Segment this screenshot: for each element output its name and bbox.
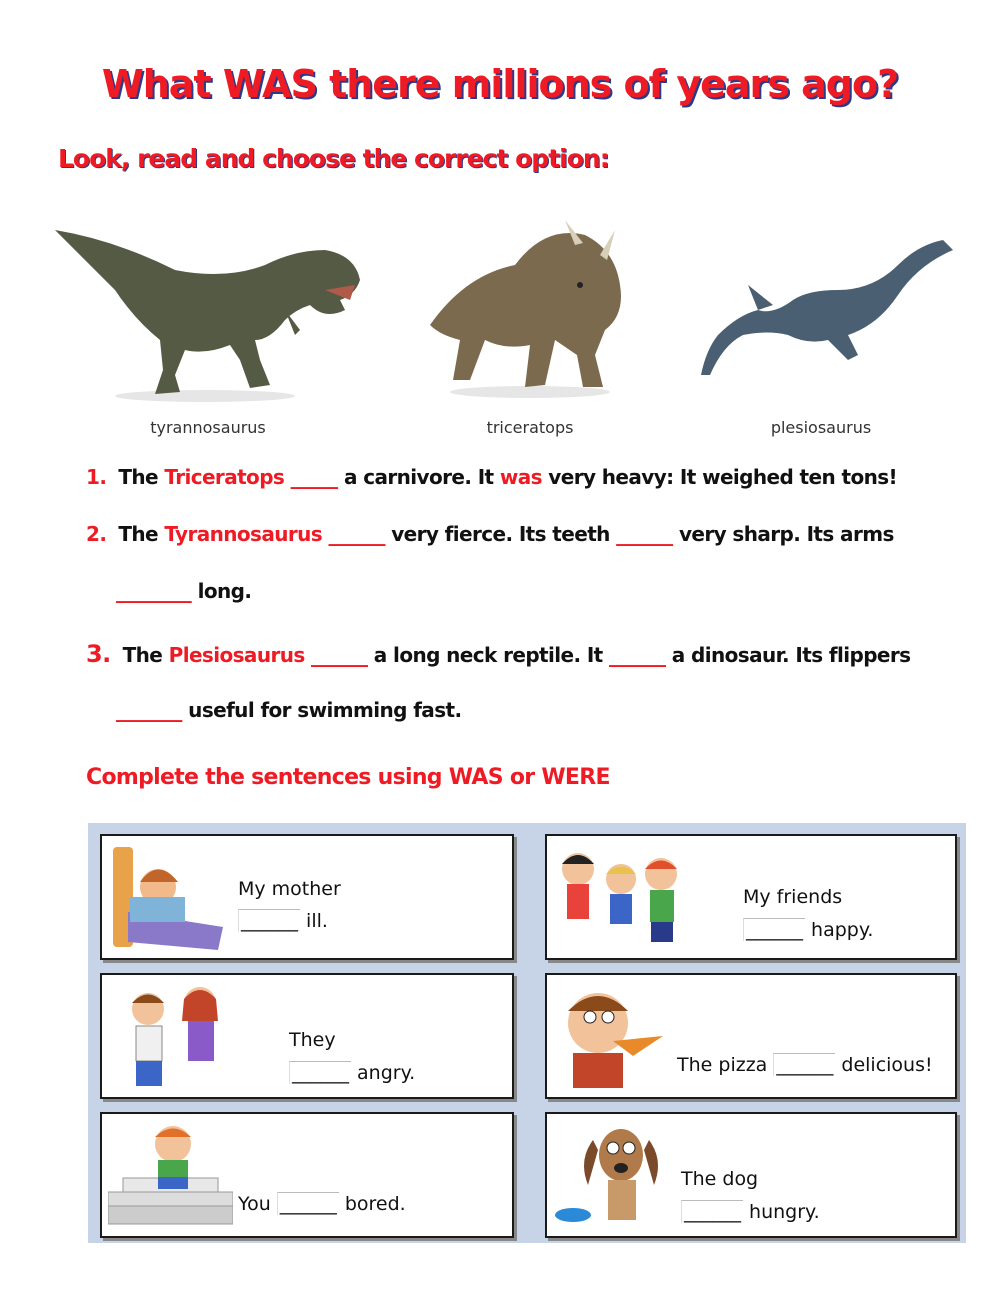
card-text: My friends (743, 886, 843, 908)
tyrannosaurus-image (55, 210, 365, 405)
text: very sharp. Its arms (672, 522, 894, 546)
angry-couple-icon (108, 981, 248, 1091)
card-answer-line (743, 918, 873, 941)
card-answer-line (238, 1192, 406, 1215)
text: angry. (351, 1062, 416, 1084)
happy-friends-icon (553, 844, 693, 949)
answer-blank[interactable]: ______ (616, 522, 673, 546)
boy-eating-pizza-icon (553, 981, 673, 1091)
answer-blank[interactable]: ______ (609, 643, 666, 667)
answer-blank[interactable]: _____ (284, 465, 338, 489)
answer-blank[interactable]: ________ (116, 579, 192, 603)
instructions-heading: Look, read and choose the correct option: (58, 144, 609, 173)
dinosaur-name: Triceratops (164, 465, 285, 489)
answer-blank[interactable]: ______ (289, 1061, 351, 1084)
dinosaur-name: Plesiosaurus (168, 643, 305, 667)
card-my-friends (545, 834, 957, 960)
question-2 (86, 522, 894, 546)
card-answer-line (289, 1061, 415, 1084)
answer-blank[interactable]: ______ (773, 1053, 835, 1076)
text: long. (191, 579, 252, 603)
card-text: My mother (238, 878, 341, 900)
caption-tyrannosaurus: tyrannosaurus (150, 418, 266, 437)
section-2-heading: Complete the sentences using WAS or WERE (86, 765, 610, 790)
answer-blank[interactable]: ______ (681, 1200, 743, 1223)
question-3-continued (116, 698, 461, 722)
question-1 (86, 465, 897, 489)
question-number: 2. (86, 522, 107, 546)
card-answer-line (677, 1053, 933, 1076)
card-the-pizza (545, 973, 957, 1099)
bored-boy-on-stairs-icon (108, 1122, 233, 1227)
plesiosaurus-image (698, 235, 958, 385)
hungry-dog-icon (553, 1120, 678, 1232)
triceratops-image (425, 215, 635, 400)
card-answer-line (681, 1200, 820, 1223)
text: a dinosaur. Its flippers (665, 643, 911, 667)
answer-blank[interactable]: ______ (277, 1192, 339, 1215)
answer-blank[interactable]: _______ (116, 698, 182, 722)
text: a carnivore. It (337, 465, 500, 489)
page-title: What WAS there millions of years ago? (101, 62, 899, 106)
text: hungry. (743, 1201, 820, 1223)
card-they (100, 973, 514, 1099)
example-word: was (499, 465, 542, 489)
question-2-continued (116, 579, 251, 603)
card-text: The dog (681, 1168, 759, 1190)
card-answer-line (238, 909, 328, 932)
question-number: 3. (86, 640, 111, 668)
text: The (118, 522, 165, 546)
sick-mother-in-bed-icon (108, 842, 228, 952)
text: happy. (805, 919, 874, 941)
text: useful for swimming fast. (181, 698, 462, 722)
text: The (122, 643, 169, 667)
text: ill. (300, 910, 328, 932)
text: You (238, 1193, 277, 1215)
text: very heavy: It weighed ten tons! (541, 465, 898, 489)
card-you (100, 1112, 514, 1238)
answer-blank[interactable]: ______ (304, 643, 368, 667)
text: a long neck reptile. It (367, 643, 610, 667)
card-my-mother (100, 834, 514, 960)
question-3 (86, 640, 910, 668)
card-text: They (289, 1029, 336, 1051)
caption-triceratops: triceratops (486, 418, 574, 437)
text: very fierce. Its teeth (384, 522, 617, 546)
question-number: 1. (86, 465, 107, 489)
answer-blank[interactable]: ______ (238, 909, 300, 932)
dinosaur-name: Tyrannosaurus (164, 522, 323, 546)
text: delicious! (835, 1054, 933, 1076)
text: The (118, 465, 165, 489)
card-the-dog (545, 1112, 957, 1238)
caption-plesiosaurus: plesiosaurus (770, 418, 872, 437)
answer-blank[interactable]: ______ (743, 918, 805, 941)
answer-blank[interactable]: ______ (322, 522, 385, 546)
text: The pizza (677, 1054, 774, 1076)
text: bored. (338, 1193, 406, 1215)
